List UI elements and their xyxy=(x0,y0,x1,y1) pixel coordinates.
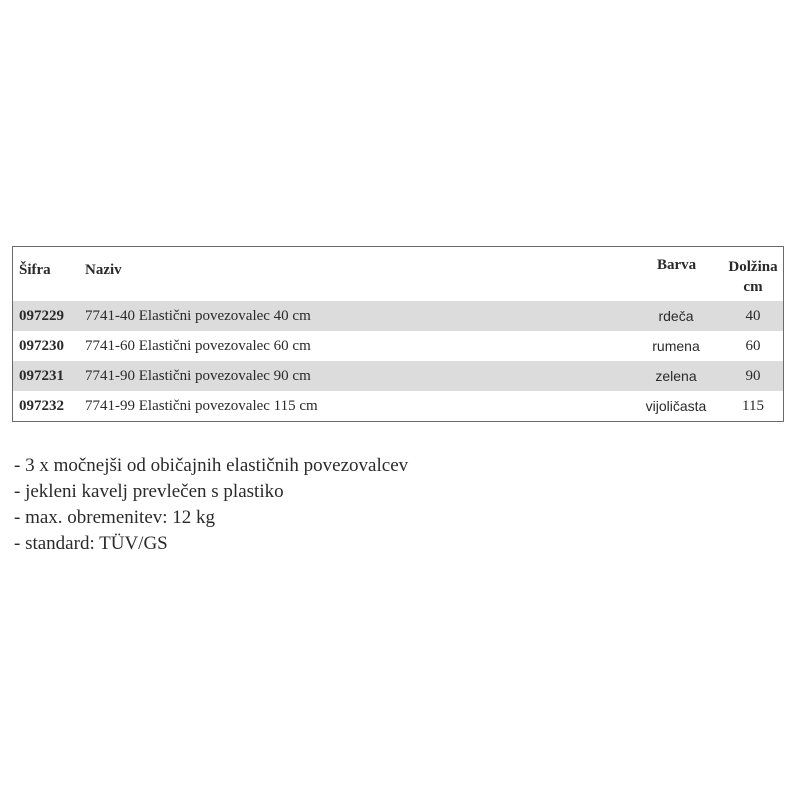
row-length: 115 xyxy=(742,398,764,414)
header-length-label: Dolžina xyxy=(728,259,778,275)
feature-item: - jekleni kavelj prevlečen s plastiko xyxy=(14,481,284,502)
product-table xyxy=(12,246,784,422)
row-color: rumena xyxy=(652,338,700,354)
header-code: Šifra xyxy=(19,262,51,278)
row-color: rdeča xyxy=(658,308,694,324)
header-length xyxy=(725,257,781,297)
feature-item: - standard: TÜV/GS xyxy=(14,533,168,554)
table-row xyxy=(13,301,783,331)
header-color: Barva xyxy=(657,257,697,273)
table-header xyxy=(13,247,783,301)
row-name: 7741-60 Elastični povezovalec 60 cm xyxy=(85,338,311,354)
table-row xyxy=(13,361,783,391)
feature-item: - max. obremenitev: 12 kg xyxy=(14,507,216,528)
row-code: 097231 xyxy=(19,368,64,384)
row-code: 097229 xyxy=(19,308,64,324)
row-name: 7741-40 Elastični povezovalec 40 cm xyxy=(85,308,311,324)
row-length: 40 xyxy=(745,308,761,324)
row-length: 90 xyxy=(745,368,761,384)
row-name: 7741-99 Elastični povezovalec 115 cm xyxy=(85,398,318,414)
row-color: zelena xyxy=(655,368,697,384)
row-color: vijoličasta xyxy=(645,398,707,414)
row-code: 097230 xyxy=(19,338,64,354)
row-length: 60 xyxy=(745,338,761,354)
feature-item: - 3 x močnejši od običajnih elastičnih povezovalcev xyxy=(14,455,409,476)
feature-list xyxy=(14,453,408,557)
table-row xyxy=(13,391,783,421)
header-length-unit: cm xyxy=(743,279,763,295)
header-name: Naziv xyxy=(85,262,122,278)
row-name: 7741-90 Elastični povezovalec 90 cm xyxy=(85,368,311,384)
row-code: 097232 xyxy=(19,398,64,414)
table-row xyxy=(13,331,783,361)
